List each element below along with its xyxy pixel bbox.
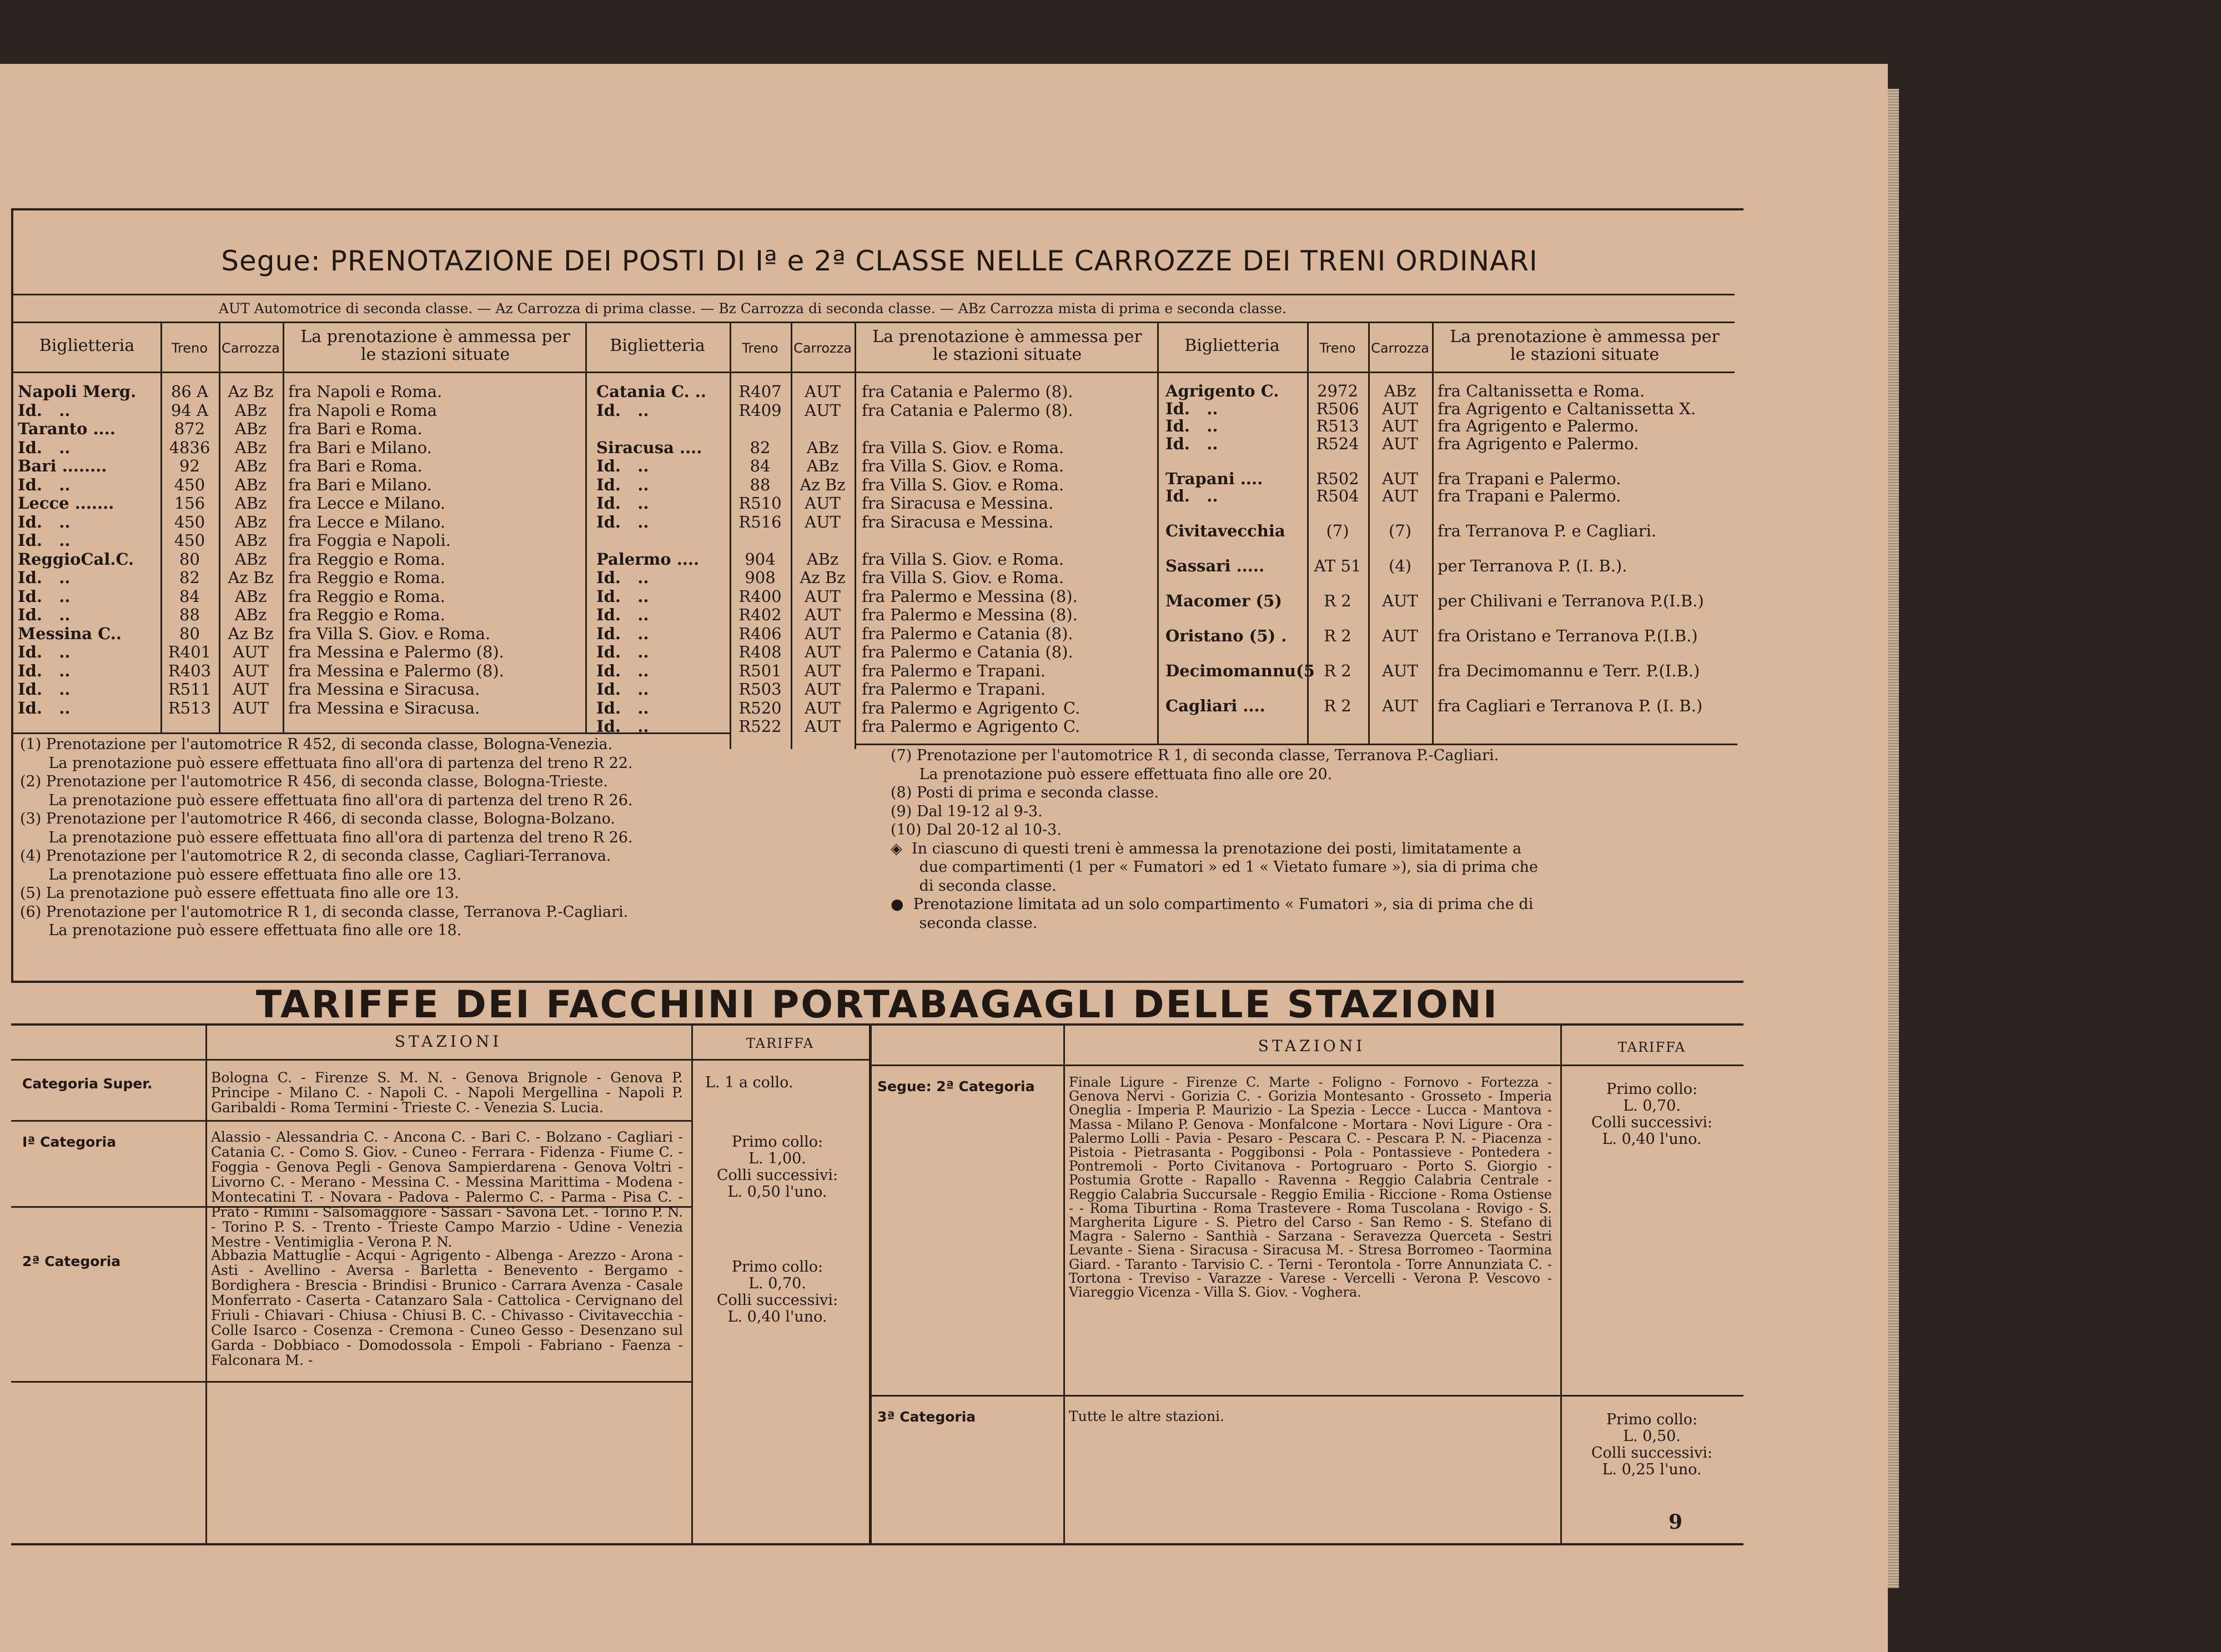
header-biglietteria-3: Biglietteria: [1184, 336, 1280, 355]
table1-trains: 86 A 94 A 872 4836 92 450 156 450 450 80 82 84 88 80 R401 R403 R511 R513: [168, 382, 212, 717]
header-prenotazione-1: La prenotazione è ammessa per le stazioni situate: [300, 327, 570, 364]
table3-stations: Agrigento C. Id. .. Id. .. Id. .. Trapani .... Id. .. Civitavecchia Sassari ..... Macomer (5) Oristano (5) . Decimomannu(5 Cagliari ....: [1165, 381, 1315, 715]
table2-stations: Catania C. .. Id. .. Siracusa .... Id. .. Id. .. Id. .. Id. .. Palermo .... Id. .. Id. .. Id. .. Id. .. Id. .. Id. .. Id. .. Id. .. Id. ..: [596, 382, 707, 736]
cat-seconda-segue: Segue: 2ª Categoria: [877, 1078, 1035, 1094]
tariffe-header-tariffa-right: TARIFFA: [1617, 1040, 1686, 1055]
header-carrozza-2: Carrozza: [793, 340, 852, 356]
stations-prima: Alassio - Alessandria C. - Ancona C. - Bari C. - Bolzano - Cagliari - Catania C. - Como S. Giov. - Cuneo - Ferrara - Fidenza - Fiume C. - Foggia - Genova Pegli - Genova Sampierdarena - Genova Voltri - Livorno C. - Merano - Messina C. - Messina Marittima - Modena - Montecatini T. - Novara - Padova - Palermo C. - Parma - Pisa C. - Prato - Rimini - Salsomaggiore - Sassari - Savona Let. - Torino P. N. - Torino P. S. - Trento - Trieste Campo Marzio - Udine - Venezia Mestre - Ventimiglia - Verona P. N.: [211, 1129, 683, 1250]
table2-trains: R407 R409 82 84 88 R510 R516 904 908 R400 R402 R406 R408 R501 R503 R520 R522: [738, 382, 782, 736]
document: [11, 208, 1743, 1558]
table1-cars: Az Bz ABz ABz ABz ABz ABz ABz ABz ABz ABz Az Bz ABz ABz Az Bz AUT AUT AUT AUT: [228, 382, 274, 717]
legend: AUT Automotrice di seconda classe. — Az Carrozza di prima classe. — Bz Carrozza di seconda classe. — ABz Carrozza mista di prima e seconda classe.: [219, 300, 1287, 317]
header-prenotazione-2: La prenotazione è ammessa per le stazioni situate: [872, 327, 1142, 364]
stations-super: Bologna C. - Firenze S. M. N. - Genova Brignole - Genova P. Principe - Milano C. - Napoli C. - Napoli Mergellina - Napoli P. Garibaldi - Roma Termini - Trieste C. - Venezia S. Lucia.: [211, 1069, 683, 1116]
tariffa-seconda-segue: Primo collo: L. 0,70. Colli successivi: L. 0,40 l'uno.: [1591, 1081, 1713, 1148]
header-biglietteria-1: Biglietteria: [39, 336, 135, 355]
header-biglietteria-2: Biglietteria: [610, 336, 705, 355]
cat-terza: 3ª Categoria: [877, 1409, 976, 1425]
table3-trains: 2972 R506 R513 R524 R502 R504 (7) AT 51 R 2 R 2 R 2 R 2: [1314, 381, 1361, 715]
table1-routes: fra Napoli e Roma. fra Napoli e Roma fra Bari e Roma. fra Bari e Milano. fra Bari e Roma. fra Bari e Milano. fra Lecce e Milano. fra Lecce e Milano. fra Foggia e Napoli. fra Reggio e Roma. fra Reggio e Roma. fra Reggio e Roma. fra Reggio e Roma. fra Villa S. Giov. e Roma. fra Messina e Palermo (8). fra Messina e Palermo (8). fra Messina e Siracusa. fra Messina e Siracusa.: [288, 382, 504, 717]
tariffe-header-tariffa-left: TARIFFA: [746, 1036, 815, 1051]
tariffa-terza: Primo collo: L. 0,50. Colli successivi: L. 0,25 l'uno.: [1591, 1411, 1713, 1478]
tariffe-section: [11, 1023, 1743, 1545]
header-treno-1: Treno: [171, 340, 208, 356]
header-prenotazione-3: La prenotazione è ammessa per le stazioni situate: [1450, 327, 1720, 364]
header-treno-3: Treno: [1319, 340, 1356, 356]
header-carrozza-3: Carrozza: [1371, 340, 1429, 356]
stations-seconda: Abbazia Mattuglie - Acqui - Agrigento - Albenga - Arezzo - Arona - Asti - Avellino - Aversa - Barletta - Benevento - Bergamo - Bordighera - Brescia - Brindisi - Brunico - Carrara Avenza - Casale Monferrato - Caserta - Catanzaro Sala - Cattolica - Cervignano del Friuli - Chiavari - Chiusa - Chiusi B. C. - Chivasso - Civitavecchia - Colle Isarco - Cosenza - Cremona - Cuneo Gesso - Desenzano sul Garda - Dobbiaco - Domodossola - Empoli - Fabriano - Faenza - Falconara M. -: [211, 1247, 683, 1368]
footnotes-left: (1) Prenotazione per l'automotrice R 452, di seconda classe, Bologna-Venezia. La prenotazione può essere effettuata fino all'ora di partenza del treno R 22. (2) Prenotazione per l'automotrice R 456, di seconda classe, Bologna-Trieste. La prenotazione può essere effettuata fino all'ora di partenza del treno R 26. (3) Prenotazione per l'automotrice R 466, di seconda classe, Bologna-Bolzano. La prenotazione può essere effettuata fino all'ora di partenza del treno R 26. (4) Prenotazione per l'automotrice R 2, di seconda classe, Cagliari-Terranova. La prenotazione può essere effettuata fino alle ore 13. (5) La prenotazione può essere effettuata fino alle ore 13. (6) Prenotazione per l'automotrice R 1, di seconda classe, Terranova P.-Cagliari. La prenotazione può essere effettuata fino alle ore 18.: [20, 736, 633, 939]
table3-routes: fra Caltanissetta e Roma. fra Agrigento e Caltanissetta X. fra Agrigento e Palermo. fra Agrigento e Palermo. fra Trapani e Palermo. fra Trapani e Palermo. fra Terranova P. e Cagliari. per Terranova P. (I. B.). per Chilivani e Terranova P.(I.B.) fra Oristano e Terranova P.(I.B.) fra Decimomannu e Terr. P.(I.B.) fra Cagliari e Terranova P. (I. B.): [1438, 381, 1704, 715]
tariffe-header-stazioni-right: STAZIONI: [1258, 1037, 1366, 1055]
tariffa-super: L. 1 a collo.: [705, 1074, 793, 1091]
table2-routes: fra Catania e Palermo (8). fra Catania e Palermo (8). fra Villa S. Giov. e Roma. fra Villa S. Giov. e Roma. fra Villa S. Giov. e Roma. fra Siracusa e Messina. fra Siracusa e Messina. fra Villa S. Giov. e Roma. fra Villa S. Giov. e Roma. fra Palermo e Messina (8). fra Palermo e Messina (8). fra Palermo e Catania (8). fra Palermo e Catania (8). fra Palermo e Trapani. fra Palermo e Trapani. fra Palermo e Agrigento C. fra Palermo e Agrigento C.: [862, 382, 1081, 736]
cat-prima: Iª Categoria: [22, 1134, 117, 1150]
cat-super: Categoria Super.: [22, 1076, 153, 1092]
tariffe-header-stazioni-left: STAZIONI: [394, 1032, 503, 1051]
footnotes-right: (7) Prenotazione per l'automotrice R 1, di seconda classe, Terranova P.-Cagliari. La prenotazione può essere effettuata fino alle ore 20. (8) Posti di prima e seconda classe. (9) Dal 19-12 al 9-3. (10) Dal 20-12 al 10-3. ◈ In ciascuno di questi treni è ammessa la prenotazione dei posti, limitatamente a due compartimenti (1 per « Fumatori » ed 1 « Vietato fumare »), sia di prima che di seconda classe. ● Prenotazione limitata ad un solo compartimento « Fumatori », sia di prima che di seconda classe.: [891, 747, 1538, 932]
section-title: Segue: PRENOTAZIONE DEI POSTI DI Iª e 2ª CLASSE NELLE CARROZZE DEI TRENI ORDINARI: [221, 245, 1538, 277]
reservation-section: [11, 208, 1743, 983]
header-carrozza-1: Carrozza: [222, 340, 280, 356]
cat-seconda: 2ª Categoria: [22, 1253, 121, 1269]
header-treno-2: Treno: [742, 340, 778, 356]
table1-stations: Napoli Merg. Id. .. Taranto .... Id. .. Bari ........ Id. .. Lecce ....... Id. .. Id. .. ReggioCal.C. Id. .. Id. .. Id. .. Messina C.. Id. .. Id. .. Id. .. Id. ..: [18, 382, 137, 717]
tariffe-title: TARIFFE DEI FACCHINI PORTABAGAGLI DELLE STAZIONI: [255, 983, 1499, 1027]
page-number: 9: [1669, 1510, 1683, 1534]
table2-cars: AUT AUT ABz ABz Az Bz AUT AUT ABz Az Bz AUT AUT AUT AUT AUT AUT AUT AUT: [800, 382, 846, 736]
table3-cars: ABz AUT AUT AUT AUT AUT (7) (4) AUT AUT AUT AUT: [1382, 381, 1418, 715]
tariffa-prima: Primo collo: L. 1,00. Colli successivi: L. 0,50 l'uno.: [716, 1133, 838, 1201]
tariffa-seconda: Primo collo: L. 0,70. Colli successivi: L. 0,40 l'uno.: [716, 1258, 838, 1325]
stations-seconda-segue: Finale Ligure - Firenze C. Marte - Foligno - Fornovo - Fortezza - Genova Nervi - Gorizia C. - Gorizia Montesanto - Grosseto - Imperia Oneglia - Imperia P. Maurizio - La Spezia - Lecce - Lucca - Mantova - Massa - Milano P. Genova - Monfalcone - Mortara - Novi Ligure - Ora - Palermo Lolli - Pavia - Pesaro - Pescara C. - Pescara P. N. - Piacenza - Pistoia - Pietrasanta - Poggibonsi - Pola - Pontassieve - Pontedera - Pontremoli - Porto Civitanova - Portogruaro - Porto S. Giorgio - Postumia Grotte - Rapallo - Ravenna - Reggio Calabria Centrale - Reggio Calabria Succursale - Reggio Emilia - Riccione - Roma Ostiense - - Roma Tiburtina - Roma Trastevere - Roma Tuscolana - Rovigo - S. Margherita Ligure - S. Pietro del Carso - San Remo - S. Stefano di Magra - Salerno - Santhià - Sarzana - Seravezza Querceta - Sestri Levante - Siena - Siracusa - Siracusa M. - Stresa Borromeo - Taormina Giard. - Taranto - Tarvisio C. - Terni - Terontola - Torre Annunziata C. - Tortona - Treviso - Varazze - Varese - Vercelli - Verona P. Vescovo - Viareggio Vicenza - Villa S. Giov. - Voghera.: [1069, 1074, 1552, 1300]
stations-terza: Tutte le altre stazioni.: [1069, 1408, 1225, 1424]
